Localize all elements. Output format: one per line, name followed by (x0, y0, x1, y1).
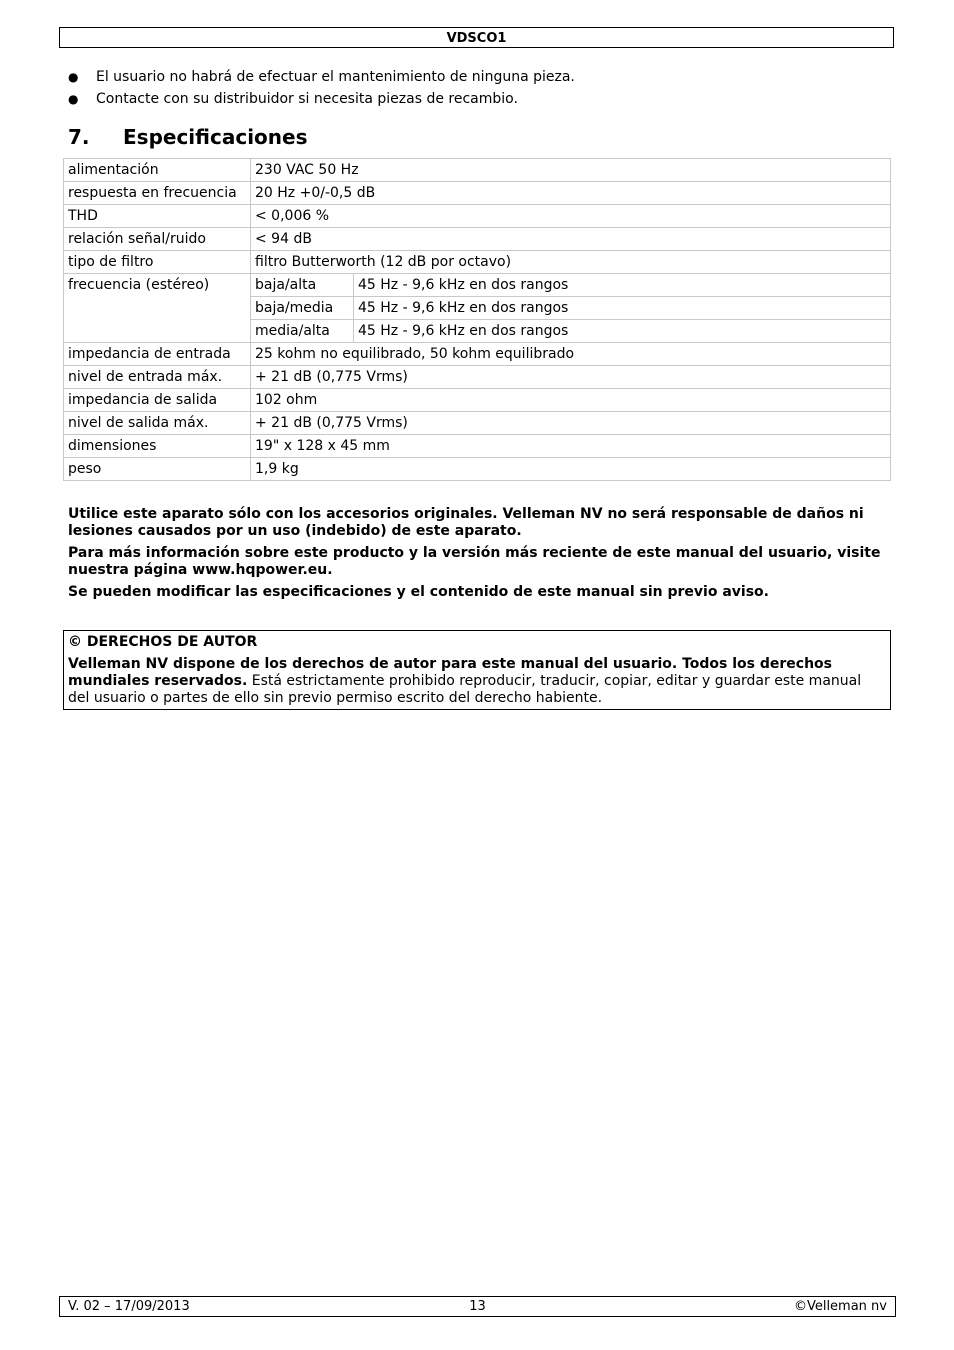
table-row (64, 182, 891, 205)
spec-label: nivel de salida máx. (64, 412, 251, 435)
spec-value: + 21 dB (0,775 Vrms) (251, 412, 891, 435)
spec-value: 19" x 128 x 45 mm (251, 435, 891, 458)
copyright-plain-text: Está estrictamente prohibido reproducir, traducir, copiar, editar y guardar este manual del usuario o partes de ello sin previo permiso escrito del derecho habiente. (68, 673, 862, 706)
spec-label: impedancia de salida (64, 389, 251, 412)
spec-value: + 21 dB (0,775 Vrms) (251, 366, 891, 389)
spec-value: 1,9 kg (251, 458, 891, 481)
spec-label: THD (64, 205, 251, 228)
bullet-item (68, 66, 575, 88)
model-title: VDSCO1 (446, 31, 507, 46)
document-header (59, 27, 894, 48)
spec-label: nivel de entrada máx. (64, 366, 251, 389)
bullet-icon: ● (68, 92, 79, 106)
table-row (64, 389, 891, 412)
frequency-band: baja/alta (251, 274, 354, 297)
usage-notes (68, 506, 890, 606)
spec-label: tipo de filtro (64, 251, 251, 274)
footer-page-number: 13 (469, 1299, 486, 1314)
note-paragraph: Utilice este aparato sólo con los accesorios originales. Velleman NV no será responsable de daños ni lesiones causados por un uso (indebido) de este aparato. (68, 506, 864, 539)
bullet-text: El usuario no habrá de efectuar el mantenimiento de ninguna pieza. (96, 69, 575, 85)
spec-label: frecuencia (estéreo) (64, 274, 251, 343)
copyright-bold-text: Velleman NV dispone de los derechos de autor para este manual del usuario. Todos los derechos mundiales reservados. (68, 656, 833, 689)
frequency-range: 45 Hz - 9,6 kHz en dos rangos (354, 274, 891, 297)
note-paragraph: Se pueden modificar las especificaciones y el contenido de este manual sin previo aviso. (68, 584, 769, 600)
table-row (64, 159, 891, 182)
copyright-text (68, 656, 886, 707)
table-row (64, 435, 891, 458)
section-heading (68, 124, 308, 150)
spec-label: impedancia de entrada (64, 343, 251, 366)
spec-label: relación señal/ruido (64, 228, 251, 251)
spec-value: 102 ohm (251, 389, 891, 412)
spec-label: respuesta en frecuencia (64, 182, 251, 205)
footer-company: ©Velleman nv (793, 1299, 887, 1314)
spec-value: < 94 dB (251, 228, 891, 251)
table-row (64, 274, 891, 297)
table-row (64, 228, 891, 251)
copyright-box (63, 630, 891, 710)
spec-label: alimentación (64, 159, 251, 182)
frequency-band: baja/media (251, 297, 354, 320)
frequency-range: 45 Hz - 9,6 kHz en dos rangos (354, 320, 891, 343)
specifications-table (63, 158, 891, 481)
table-row (64, 205, 891, 228)
spec-value: filtro Butterworth (12 dB por octavo) (251, 251, 891, 274)
bullet-text: Contacte con su distribuidor si necesita piezas de recambio. (96, 91, 518, 107)
spec-value: < 0,006 % (251, 205, 891, 228)
spec-label: dimensiones (64, 435, 251, 458)
frequency-range: 45 Hz - 9,6 kHz en dos rangos (354, 297, 891, 320)
section-number: 7. (68, 125, 90, 149)
maintenance-bullet-list (68, 66, 575, 110)
bullet-item (68, 88, 575, 110)
table-row (64, 251, 891, 274)
spec-value: 230 VAC 50 Hz (251, 159, 891, 182)
spec-value: 20 Hz +0/-0,5 dB (251, 182, 891, 205)
frequency-band: media/alta (251, 320, 354, 343)
bullet-icon: ● (68, 70, 79, 84)
spec-label: peso (64, 458, 251, 481)
footer-version: V. 02 – 17/09/2013 (68, 1299, 190, 1314)
document-footer (59, 1296, 896, 1317)
table-row (64, 366, 891, 389)
spec-value: 25 kohm no equilibrado, 50 kohm equilibrado (251, 343, 891, 366)
table-row (64, 458, 891, 481)
section-title: Especificaciones (123, 125, 308, 149)
note-paragraph: Para más información sobre este producto y la versión más reciente de este manual del usuario, visite nuestra página www.hqpower.eu. (68, 545, 881, 578)
table-row (64, 412, 891, 435)
table-row (64, 343, 891, 366)
copyright-title: © DERECHOS DE AUTOR (68, 634, 258, 650)
